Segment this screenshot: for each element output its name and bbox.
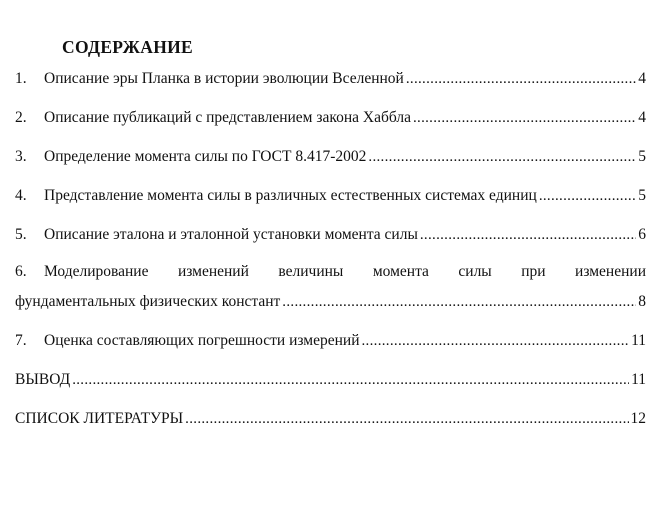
toc-entry-6-line2 (15, 293, 646, 311)
toc-entry-7 (15, 332, 646, 350)
toc-entry-text: Описание эры Планка в истории эволюции Вселенной (44, 70, 404, 87)
toc-entry-5 (15, 226, 646, 244)
toc-entry-3 (15, 148, 646, 166)
leader-dots (413, 109, 636, 127)
leader-dots (420, 226, 636, 244)
toc-entry-1 (15, 70, 646, 88)
toc-entry-text: СПИСОК ЛИТЕРАТУРЫ (15, 410, 184, 427)
toc-entry-number: 4. (15, 187, 27, 204)
toc-entry-text: Представление момента силы в различных естественных системах единиц (44, 187, 537, 204)
toc-entry-number: 7. (15, 332, 27, 349)
toc-entry-page: 12 (630, 410, 646, 427)
leader-dots (185, 410, 628, 428)
toc-entry-text: Описание эталона и эталонной установки момента силы (44, 226, 418, 243)
toc-entry-number: 2. (15, 109, 27, 126)
toc-entry-number: 3. (15, 148, 27, 165)
toc-entry-text: Оценка составляющих погрешности измерений (44, 332, 360, 349)
toc-entry-number: 1. (15, 70, 27, 87)
toc-entry-number: 5. (15, 226, 27, 243)
toc-entry-text: Моделирование изменений величины момента силы при изменении (44, 263, 646, 280)
toc-entry-page: 8 (638, 293, 646, 310)
toc-entry-page: 11 (631, 332, 646, 349)
leader-dots (406, 70, 636, 88)
leader-dots (282, 293, 636, 311)
toc-entry-conclusion (15, 371, 646, 389)
toc-entry-page: 4 (638, 109, 646, 126)
toc-entry-page: 5 (638, 148, 646, 165)
toc-entry-page: 5 (638, 187, 646, 204)
toc-title: СОДЕРЖАНИЕ (62, 37, 194, 57)
leader-dots (368, 148, 636, 166)
toc-entry-text: Описание публикаций с представлением закона Хаббла (44, 109, 411, 126)
leader-dots (539, 187, 636, 205)
leader-dots (362, 332, 630, 350)
toc-entry-2 (15, 109, 646, 127)
toc-entry-page: 6 (638, 226, 646, 243)
toc-entry-6-line1 (15, 263, 646, 281)
toc-entry-4 (15, 187, 646, 205)
toc-entry-text: ВЫВОД (15, 371, 71, 388)
toc-entry-references (15, 410, 646, 428)
toc-entry-text: Определение момента силы по ГОСТ 8.417-2002 (44, 148, 367, 165)
toc-entry-number: 6. (15, 263, 27, 280)
toc-entry-text: фундаментальных физических констант (15, 293, 281, 310)
leader-dots (72, 371, 629, 389)
toc-entry-page: 4 (638, 70, 646, 87)
toc-entry-page: 11 (631, 371, 646, 388)
